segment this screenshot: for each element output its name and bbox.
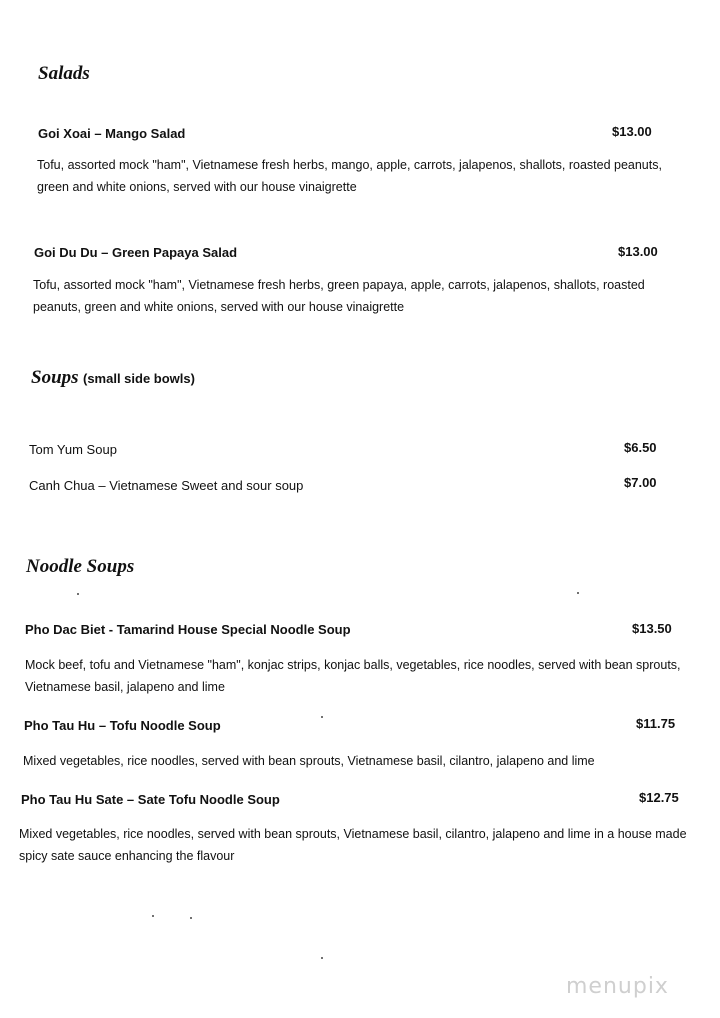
- section-note: (small side bowls): [82, 371, 195, 386]
- menu-item-name: Pho Tau Hu Sate – Sate Tofu Noodle Soup: [21, 792, 280, 807]
- menu-item-description: Tofu, assorted mock "ham", Vietnamese fresh herbs, mango, apple, carrots, jalapenos, shallots, roasted peanuts, green and white onions, served with our house vinaigrette: [37, 158, 662, 194]
- menu-item-name: Goi Xoai – Mango Salad: [38, 126, 186, 141]
- menu-item-price: $7.00: [624, 475, 657, 490]
- menu-item-price: $11.75: [636, 716, 676, 731]
- scan-speck: [321, 957, 323, 959]
- section-header-soups: [31, 367, 195, 389]
- menu-item-name: Pho Tau Hu – Tofu Noodle Soup: [24, 718, 221, 733]
- menu-item-description: Mixed vegetables, rice noodles, served with bean sprouts, Vietnamese basil, cilantro, jalapeno and lime in a house made spicy sate sauce enhancing the flavour: [19, 827, 687, 863]
- section-title-soups: Soups: [31, 367, 79, 388]
- watermark: menupix: [566, 974, 669, 999]
- menu-item-price: $13.00: [618, 244, 658, 259]
- menu-item-description: Tofu, assorted mock "ham", Vietnamese fresh herbs, green papaya, apple, carrots, jalapenos, shallots, roasted peanuts, green and white onions, served with our house vinaigrette: [33, 278, 645, 314]
- section-title-noodle-soups: Noodle Soups: [26, 556, 135, 577]
- menu-item-name: Canh Chua – Vietnamese Sweet and sour soup: [29, 478, 304, 493]
- menu-item-name: Tom Yum Soup: [29, 442, 117, 457]
- scan-speck: [321, 716, 323, 718]
- scan-speck: [577, 592, 579, 594]
- menu-item-description: Mock beef, tofu and Vietnamese "ham", konjac strips, konjac balls, vegetables, rice noodles, served with bean sprouts, Vietnamese basil, jalapeno and lime: [25, 658, 681, 694]
- menu-item-name: Pho Dac Biet - Tamarind House Special Noodle Soup: [25, 622, 351, 637]
- scan-speck: [190, 917, 192, 919]
- menu-item-name: Goi Du Du – Green Papaya Salad: [34, 245, 238, 260]
- menu-item-price: $12.75: [639, 790, 679, 805]
- scan-speck: [77, 593, 79, 595]
- menu-item-price: $6.50: [624, 440, 657, 455]
- menu-item-price: $13.00: [612, 124, 652, 139]
- section-title-salads: Salads: [38, 63, 90, 84]
- scan-speck: [152, 915, 154, 917]
- menu-item-price: $13.50: [632, 621, 672, 636]
- menu-item-description: Mixed vegetables, rice noodles, served with bean sprouts, Vietnamese basil, cilantro, jalapeno and lime: [23, 754, 595, 768]
